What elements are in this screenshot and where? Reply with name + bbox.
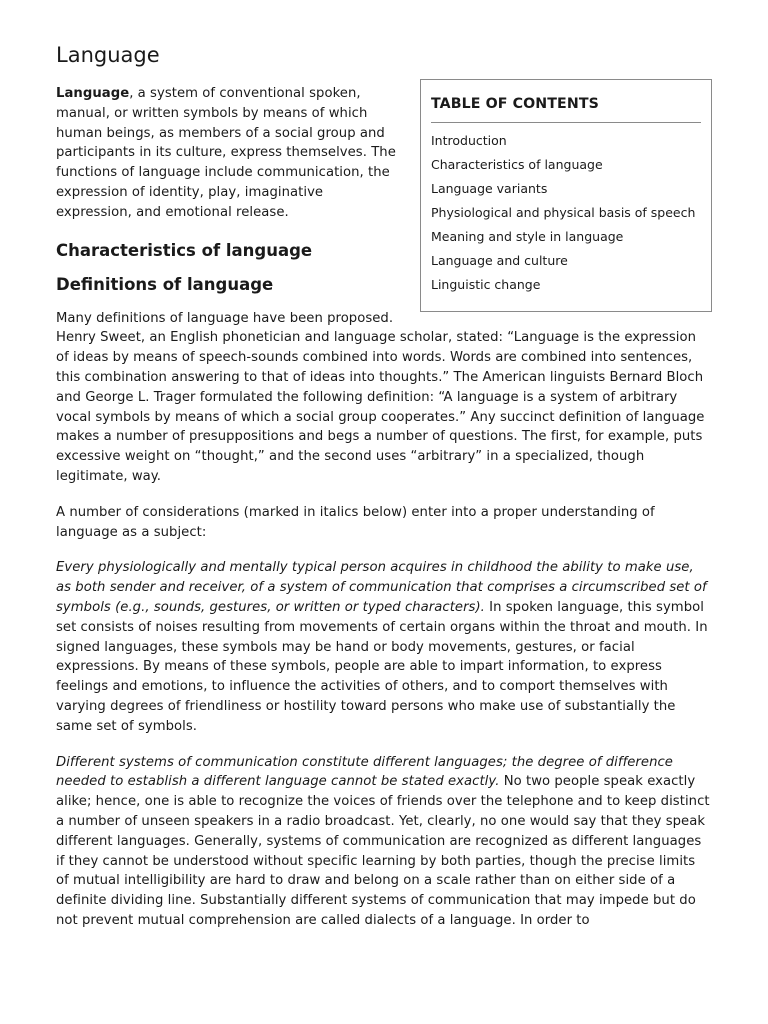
definitions-paragraph: Many definitions of language have been proposed. Henry Sweet, an English phonetician and language scholar, stated: “Language is the expression of ideas by means of speech-sounds combined into words. Words are combined into sentences, this combination answering to that of ideas into thoughts.” The American linguists Bernard Bloch and George L. Trager formulated the following definition: “A language is a system of arbitrary vocal symbols by means of which a social group cooperates.” Any succinct definition of language makes a number of presuppositions and begs a number of questions. The first, for example, puts excessive weight on “thought,” and the second uses “arbitrary” in a specialized, though legitimate, way. [56, 310, 705, 484]
page-title: Language [56, 43, 160, 67]
intro-text: , a system of conventional spoken, manual, or written symbols by means of which human beings, as members of a social group and participants in its culture, express themselves. The functions of language include communication, the expression of identity, play, imaginative expression, and emotional release. [56, 86, 396, 220]
article [56, 40, 712, 947]
systems-text: No two people speak exactly alike; hence, one is able to recognize the voices of friends over the telephone and to keep distinct a number of unseen speakers in a radio broadcast. Yet, clearly, no one would say that they speak different languages. Generally, systems of communication are recognized as different languages if they cannot be understood without specific learning by both parties, though the precise limits of mutual intelligibility are hard to draw and belong on a scale rather than on either side of a definite dividing line. Substantially different systems of communication that may impede but do not prevent mutual comprehension are called dialects of a language. In order to [56, 774, 710, 928]
systems-paragraph [56, 753, 712, 931]
symbols-paragraph [56, 558, 712, 736]
toc-item-physiological-basis[interactable]: Physiological and physical basis of speech [431, 205, 696, 220]
toc-item-linguistic-change[interactable]: Linguistic change [431, 277, 541, 292]
toc-item-characteristics[interactable]: Characteristics of language [431, 157, 603, 172]
toc-list [431, 129, 701, 297]
table-of-contents [420, 79, 712, 312]
symbols-italic: Every physiologically and mentally typical person acquires in childhood the ability to make use, as both sender and receiver, of a system of communication that comprises a circumscribed set of symbols (e.g., sounds, gestures, or written or typed characters). [56, 560, 707, 615]
intro-term: Language [56, 86, 130, 101]
toc-item-introduction[interactable]: Introduction [431, 133, 507, 148]
sub-heading: Definitions of language [56, 274, 274, 294]
section-heading: Characteristics of language [56, 240, 313, 260]
symbols-text: In spoken language, this symbol set consists of noises resulting from movements of certain organs within the throat and mouth. In signed languages, these symbols may be hand or body movements, gestures, or facial expressions. By means of these symbols, people are able to impart information, to express feelings and emotions, to influence the activities of others, and to comport themselves with varying degrees of friendliness or hostility toward persons who make use of substantially the same set of symbols. [56, 599, 708, 734]
toc-title: TABLE OF CONTENTS [431, 96, 599, 112]
toc-item-variants[interactable]: Language variants [431, 181, 548, 196]
toc-divider [431, 122, 701, 123]
toc-item-culture[interactable]: Language and culture [431, 253, 568, 268]
toc-item-meaning-style[interactable]: Meaning and style in language [431, 229, 624, 244]
considerations-paragraph: A number of considerations (marked in italics below) enter into a proper understanding of language as a subject: [56, 504, 655, 540]
systems-italic: Different systems of communication constitute different languages; the degree of difference needed to establish a different language cannot be stated exactly. [56, 754, 673, 790]
